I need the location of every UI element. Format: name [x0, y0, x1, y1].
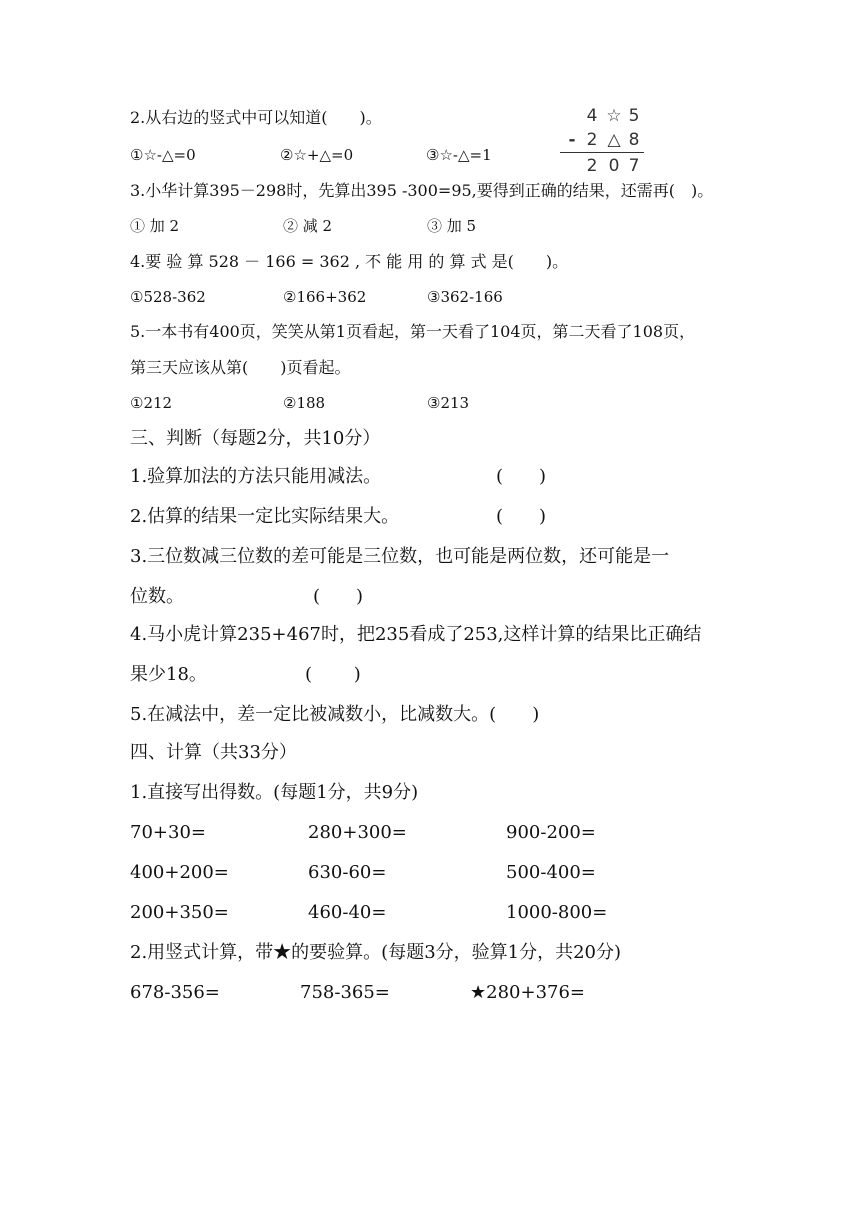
q4-option-3: ③362-166	[427, 288, 503, 306]
calc-part-2-title: 2.用竖式计算，带★的要验算。(每题3分，验算1分，共20分)	[130, 942, 622, 963]
judge-3-text-line-1: 3.三位数减三位数的差可能是三位数，也可能是两位数，还可能是一	[130, 546, 670, 567]
vertical-calc-item-with-check: ★280+376=	[470, 982, 586, 1003]
q5-stem-line-1: 5.一本书有400页，笑笑从第1页看起，第一天看了104页，第二天看了108页，	[130, 322, 696, 341]
vertical-subtraction-figure	[560, 104, 644, 176]
vertical-calc-item: 678-356=	[130, 982, 220, 1003]
q3-option-2: ② 减 2	[283, 217, 333, 235]
oral-calc-item: 280+300=	[308, 822, 407, 843]
oral-calc-item: 630-60=	[308, 862, 387, 883]
minus-sign: -	[568, 130, 576, 150]
vertical-row-minuend	[560, 106, 644, 128]
vertical-row-result	[560, 156, 644, 178]
q2-option-1: ①☆-△=0	[130, 146, 196, 164]
section-3-title: 三、判断（每题2分，共10分）	[130, 428, 381, 449]
judge-4-text-line-2: 果少18。	[130, 664, 207, 685]
judge-1-text: 1.验算加法的方法只能用减法。	[130, 466, 382, 487]
judge-5-text: 5.在减法中，差一定比被减数小，比减数大。( )	[130, 704, 540, 725]
q3-option-3: ③ 加 5	[427, 217, 477, 235]
q2-option-3: ③☆-△=1	[426, 146, 492, 164]
digit: 0	[608, 156, 620, 176]
digit: 8	[628, 130, 640, 150]
digit: 4	[586, 106, 598, 126]
q3-stem: 3.小华计算395－298时，先算出395 -300=95,要得到正确的结果，还需再( )。	[130, 181, 714, 200]
q4-option-1: ①528-362	[130, 288, 206, 306]
judge-4-text-line-1: 4.马小虎计算235+467时，把235看成了253,这样计算的结果比正确结	[130, 624, 702, 645]
digit: 2	[586, 130, 598, 150]
triangle-symbol: △	[607, 130, 621, 150]
section-4-title: 四、计算（共33分）	[130, 742, 297, 763]
oral-calc-item: 900-200=	[506, 822, 596, 843]
digit: 5	[628, 106, 640, 126]
oral-calc-item: 460-40=	[308, 902, 387, 923]
q2-stem: 2.从右边的竖式中可以知道( )。	[130, 108, 382, 127]
vertical-row-subtrahend	[560, 130, 644, 152]
vertical-calc-item: 758-365=	[300, 982, 390, 1003]
calc-part-1-title: 1.直接写出得数。(每题1分，共9分)	[130, 782, 419, 803]
digit: 2	[586, 156, 598, 176]
oral-calc-item: 500-400=	[506, 862, 596, 883]
judge-4-answer-paren: ( )	[305, 664, 361, 685]
q5-option-1: ①212	[130, 394, 173, 412]
q5-stem-line-2: 第三天应该从第( )页看起。	[130, 358, 351, 377]
oral-calc-item: 400+200=	[130, 862, 229, 883]
star-symbol: ☆	[606, 106, 622, 126]
judge-3-text-line-2: 位数。	[130, 586, 184, 607]
judge-1-answer-paren: ( )	[496, 466, 547, 487]
digit: 7	[628, 156, 640, 176]
q5-option-2: ②188	[283, 394, 326, 412]
vertical-rule	[560, 152, 644, 153]
judge-2-text: 2.估算的结果一定比实际结果大。	[130, 506, 400, 527]
oral-calc-item: 200+350=	[130, 902, 229, 923]
oral-calc-item: 1000-800=	[506, 902, 608, 923]
q2-option-2: ②☆+△=0	[280, 146, 354, 164]
q4-option-2: ②166+362	[283, 288, 367, 306]
oral-calc-item: 70+30=	[130, 822, 206, 843]
q4-stem: 4.要 验 算 528 － 166 = 362 , 不 能 用 的 算 式 是( )。	[130, 252, 569, 271]
judge-3-answer-paren: ( )	[313, 586, 364, 607]
q5-option-3: ③213	[427, 394, 470, 412]
q3-option-1: ① 加 2	[130, 217, 180, 235]
judge-2-answer-paren: ( )	[496, 506, 547, 527]
